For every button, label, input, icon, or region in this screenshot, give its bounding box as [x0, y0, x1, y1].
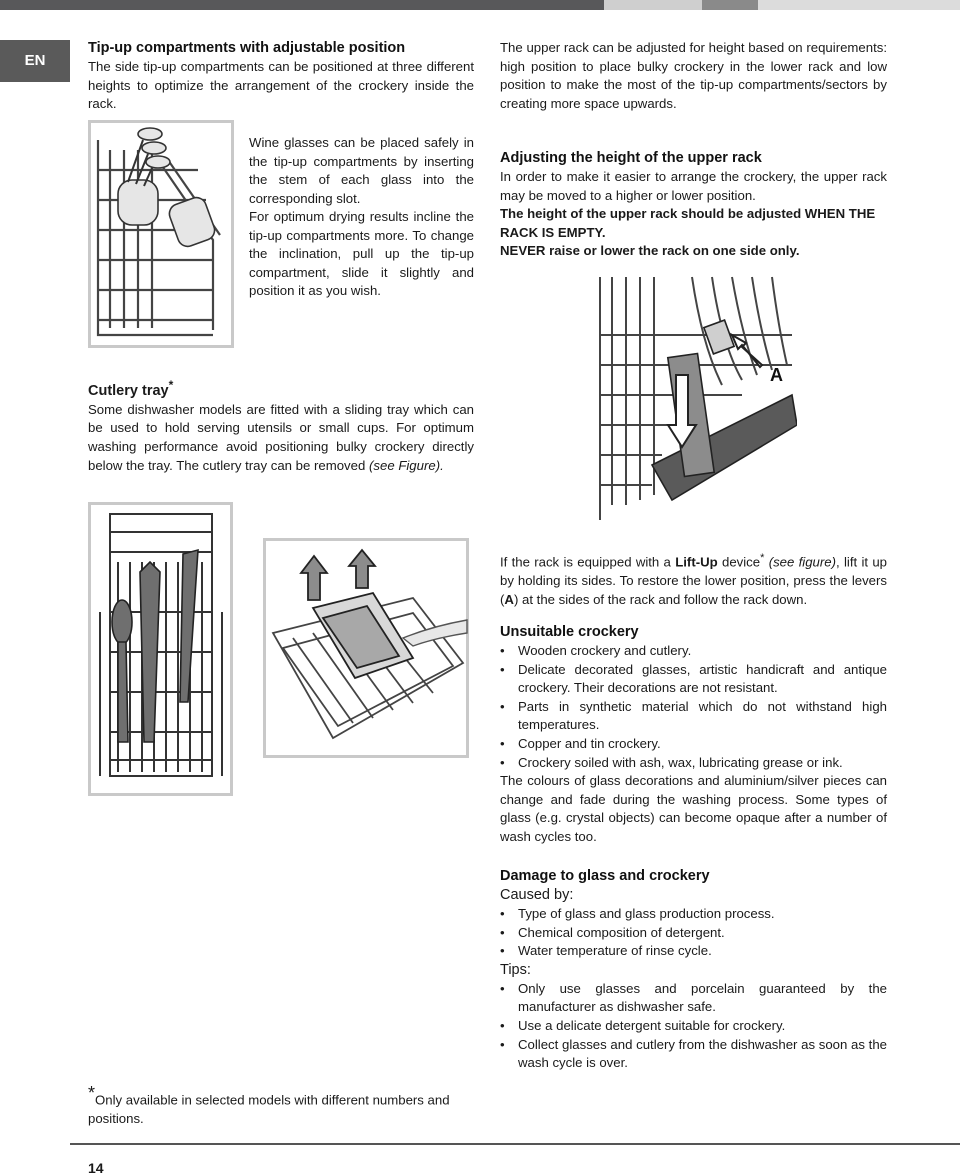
list-item: • Wooden crockery and cutlery.: [500, 642, 887, 661]
list-item: • Water temperature of rinse cycle.: [500, 942, 887, 961]
footnote-asterisk: *: [88, 1083, 96, 1103]
rack-height-figure: [592, 275, 797, 527]
unsuitable-list: [500, 642, 887, 772]
tipup-heading: Tip-up compartments with adjustable position: [88, 40, 406, 56]
cutlery-section: [88, 376, 474, 475]
damage-tips-list: [500, 980, 887, 1073]
liftup-mid: , lift it up by holding its sides. To restore the lower position, press the levers (: [500, 554, 887, 607]
unsuitable-section: [500, 623, 887, 847]
adjust-section: [500, 149, 887, 261]
cutlery-heading: Cutlery tray: [88, 382, 169, 399]
liftup-asterisk: *: [760, 552, 765, 564]
cutlery-asterisk: *: [168, 378, 174, 392]
tipup-section: [88, 39, 474, 114]
top-bar-light: [604, 0, 702, 10]
cutlery-tray-figure: [88, 502, 233, 796]
list-item: • Delicate decorated glasses, artistic handicraft and antique crockery. Their decorations are not resistant.: [500, 661, 887, 698]
liftup-see-figure: (see figure): [768, 554, 837, 570]
cutlery-see-figure: (see Figure).: [369, 457, 444, 473]
page-number: 14: [88, 1160, 104, 1174]
liftup-pre: If the rack is equipped with a: [500, 554, 671, 570]
damage-heading: Damage to glass and crockery: [500, 868, 710, 884]
adjust-heading: Adjusting the height of the upper rack: [500, 150, 762, 166]
footnote-text: Only available in selected models with different numbers and positions.: [88, 1092, 450, 1126]
tipup-wine-text: Wine glasses can be placed safely in the tip-up compartments by inserting the stem of each glass into the corresponding slot.: [249, 135, 474, 206]
list-item: • Collect glasses and cutlery from the dishwasher as soon as the wash cycle is over.: [500, 1036, 887, 1073]
cutlery-removal-figure: [263, 538, 469, 758]
unsuitable-note: The colours of glass decorations and aluminium/silver pieces can change and fade during the washing process. Some types of glass (e.g. crystal objects) can become opaque after a number of wash cycles too.: [500, 773, 887, 844]
damage-causes-list: [500, 905, 887, 961]
liftup-device: device: [721, 554, 761, 570]
liftup-post: ) at the sides of the rack and follow the rack down.: [513, 591, 808, 607]
liftup-bold: Lift-Up: [675, 554, 718, 570]
list-item: • Type of glass and glass production process.: [500, 905, 887, 924]
top-bar: [0, 0, 960, 10]
adjust-text: In order to make it easier to arrange the crockery, the upper rack may be moved to a higher or lower position.: [500, 169, 887, 203]
adjust-warning-empty: The height of the upper rack should be adjusted WHEN THE RACK IS EMPTY.: [500, 206, 876, 240]
top-bar-light-end: [758, 0, 960, 10]
list-item: • Chemical composition of detergent.: [500, 924, 887, 943]
list-item: • Parts in synthetic material which do not withstand high temperatures.: [500, 698, 887, 735]
figure-label-a: A: [770, 365, 783, 385]
list-item: • Copper and tin crockery.: [500, 735, 887, 754]
list-item: • Use a delicate detergent suitable for crockery.: [500, 1017, 887, 1036]
adjust-warning-one-side: NEVER raise or lower the rack on one side only.: [500, 243, 800, 259]
bottom-rule: [70, 1143, 960, 1145]
tipup-intro: The side tip-up compartments can be positioned at three different heights to optimize the arrangement of the crockery inside the rack.: [88, 59, 474, 112]
upper-rack-intro: The upper rack can be adjusted for height based on requirements: high position to place bulky crockery in the lower rack and low position to make the most of the tip-up compartments/sectors by creating more space upwards.: [500, 40, 887, 111]
list-item: • Only use glasses and porcelain guaranteed by the manufacturer as dishwasher safe.: [500, 980, 887, 1017]
language-tab: EN: [0, 40, 70, 82]
list-item: • Crockery soiled with ash, wax, lubricating grease or ink.: [500, 754, 887, 773]
tipup-figure: [88, 120, 234, 348]
tipup-incline-text: For optimum drying results incline the tip-up compartments more. To change the inclination, pull up the tip-up compartment, slide it slightly and position it as you wish.: [249, 209, 474, 299]
top-bar-dark: [0, 0, 604, 10]
cutlery-text: Some dishwasher models are fitted with a sliding tray which can be used to hold serving utensils or small cups. For optimum washing performance avoid positioning bulky crockery directly below the tray. The cutlery tray can be removed: [88, 401, 474, 473]
footnote: [88, 1084, 474, 1129]
liftup-letter: A: [504, 591, 514, 607]
damage-section: [500, 867, 887, 1073]
damage-tips-label: Tips:: [500, 961, 531, 978]
top-bar-mid: [702, 0, 758, 10]
damage-caused-by: Caused by:: [500, 887, 574, 903]
liftup-text: [500, 549, 887, 609]
unsuitable-heading: Unsuitable crockery: [500, 624, 639, 640]
